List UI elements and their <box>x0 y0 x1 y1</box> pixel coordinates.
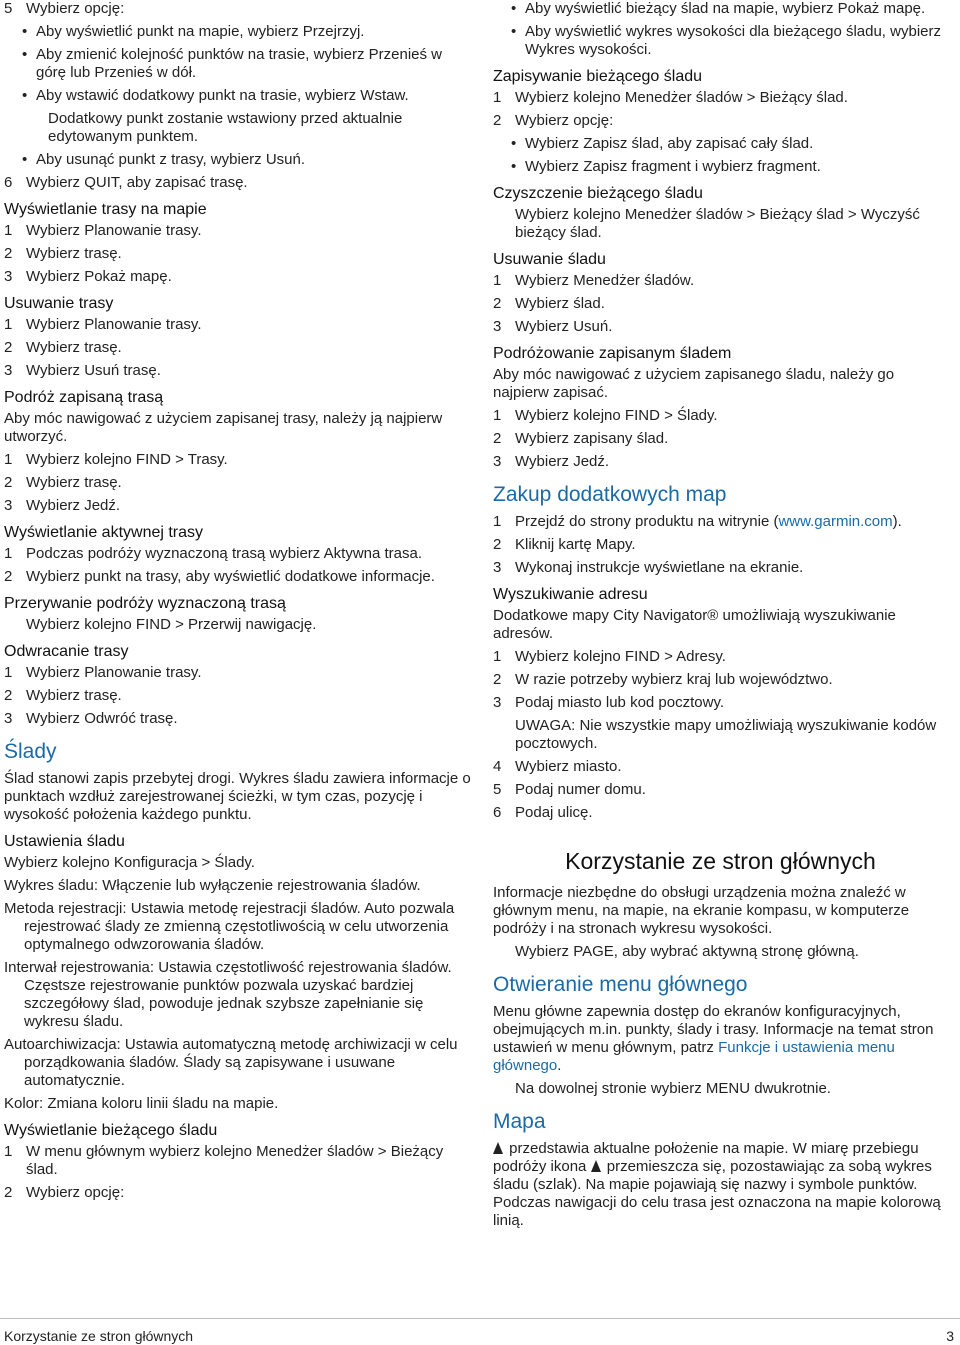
list-item: • Aby wyświetlić punkt na mapie, wybierz Przejrzyj. <box>4 23 474 41</box>
garmin-link[interactable]: www.garmin.com <box>778 513 893 530</box>
step: 5 Wybierz opcję: <box>4 0 125 17</box>
paragraph: Na dowolnej stronie wybierz MENU dwukrotnie. <box>515 1080 831 1097</box>
page-footer <box>0 1318 960 1344</box>
section-heading: Usuwanie śladu <box>493 251 606 268</box>
position-arrow-icon <box>591 1160 601 1172</box>
list-item: • Wybierz Zapisz ślad, aby zapisać cały ślad. <box>493 135 948 153</box>
paragraph: Aby móc nawigować z użyciem zapisanego śladu, należy go najpierw zapisać. <box>493 366 895 401</box>
paragraph: Informacje niezbędne do obsługi urządzenia można znaleźć w głównym menu, na mapie, na ekranie kompasu, w komputerze podróży i na stronach wykresu wysokości. <box>493 884 910 937</box>
section-heading: Odwracanie trasy <box>4 643 129 660</box>
left-column: 5 Wybierz opcję: • Aby wyświetlić punkt na mapie, wybierz Przejrzyj. • Aby zmienić kolejność punktów na trasie, wybierz Przenieś w górę lub Przenieś w dół. • Aby wstawić dodatkowy punkt na trasie, wybierz Wstaw. Dodatkowy punkt zostanie wstawiony przed aktualnie edytowanym punktem. • Aby usunąć punkt z trasy, wybierz Usuń. 6 Wybierz QUIT, aby zapisać trasę. Wyświetlanie trasy na mapie 1 Wybierz Planowanie trasy. 2 Wybierz trasę. 3 Wybierz Pokaż mapę. Usuwanie trasy 1 Wybierz Planowanie trasy. 2 Wybierz trasę. 3 Wybierz Usuń trasę. Podróż zapisaną trasą Aby móc nawigować z użyciem zapisanej trasy, należy ją najpierw utworzyć. 1 Wybierz kolejno FIND > Trasy. 2 Wybierz trasę. 3 Wybierz Jedź. Wyświetlanie aktywnej trasy 1 Podczas podróży wyznaczoną trasą wybierz Aktywna trasa. 2 Wybierz punkt na trasy, aby wyświetlić dodatkowe informacje. Przerywanie podróży wyznaczoną trasą Wybierz kolejno FIND > Przerwij nawigację. Odwracanie trasy 1 Wybierz Planowanie trasy. 2 Wybierz trasę. 3 Wybierz Odwróć trasę. Ślady Ślad stanowi zapis przebytej drogi. Wykres śladu zawiera informacje o punktach wzdłuż zarejestrowanej ścieżki, w tym czas, pozycję i wysokość położenia każdego punktu. Ustawienia śladu Wybierz kolejno Konfiguracja > Ślady. Wykres śladu: Włączenie lub wyłączenie rejestrowania śladów. Metoda rejestracji: Ustawia metodę rejestracji śladów. Auto pozwala rejestrować ślady ze zmienną częstotliwością w celu utworzenia optymalnego odwzorowania śladów. Interwał rejestrowania: Ustawia częstotliwość rejestrowania śladów. Częstsze rejestrowanie punktów pozwala uzyskać bardziej szczegółowy ślad, powoduje jednak szybsze zapełnianie się wykresu śladu. Autoarchiwizacja: Ustawia automatyczną metodę archiwizacji w celu porządkowania śladów. Ślady są zapisywane i usuwane automatycznie. Kolor: Zmiana koloru linii śladu na mapie. Wyświetlanie bieżącego śladu 1 W menu głównym wybierz kolejno Menedżer śladów > Bieżący ślad. 2 Wybierz opcję: <box>4 0 474 1207</box>
note: UWAGA: Nie wszystkie mapy umożliwiają wyszukiwanie kodów pocztowych. <box>515 717 937 752</box>
step: 1 Przejdź do strony produktu na witrynie (www.garmin.com). <box>493 513 902 530</box>
definition: Interwał rejestrowania: Ustawia częstotliwość rejestrowania śladów. Częstsze rejestrowanie punktów pozwala uzyskać bardziej szczegółowy ślad, powoduje jednak szybsze zapełnianie się wykresu śladu. <box>4 959 452 1030</box>
list-item: • Aby zmienić kolejność punktów na trasie, wybierz Przenieś w górę lub Przenieś w dół. <box>4 46 474 82</box>
paragraph: Menu główne zapewnia dostęp do ekranów konfiguracyjnych, obejmujących m.in. punkty, ślady i trasy. Informacje na temat stron ustawień w menu głównym, patrz Funkcje i ustawienia menu głównego. <box>493 1003 934 1074</box>
footer-title: Korzystanie ze stron głównych <box>4 1328 194 1344</box>
list-item: • Aby wyświetlić bieżący ślad na mapie, wybierz Pokaż mapę. <box>493 0 948 18</box>
list-item: • Wybierz Zapisz fragment i wybierz fragment. <box>493 158 948 176</box>
chapter-heading: Mapa <box>493 1110 546 1133</box>
chapter-heading: Zakup dodatkowych map <box>493 483 727 506</box>
section-heading: Zapisywanie bieżącego śladu <box>493 68 703 85</box>
paragraph: Ślad stanowi zapis przebytej drogi. Wykres śladu zawiera informacje o punktach wzdłuż zarejestrowanej ścieżki, w tym czas, pozycję i wysokość położenia każdego punktu. <box>4 770 471 823</box>
paragraph: przedstawia aktualne położenie na mapie. W miarę przebiegu podróży ikona przemieszcza się, pozostawiając za sobą wykres śladu (szlak). Na mapie pojawiają się nazwy i symbole punktów. Podczas nawigacji do celu trasa jest oznaczona na mapie kolorową linią. <box>493 1140 941 1229</box>
list-item: • Aby usunąć punkt z trasy, wybierz Usuń. <box>4 151 474 169</box>
note: Dodatkowy punkt zostanie wstawiony przed aktualnie edytowanym punktem. <box>48 110 403 145</box>
definition: Metoda rejestracji: Ustawia metodę rejestracji śladów. Auto pozwala rejestrować ślady ze zmienną częstotliwością w celu utworzenia optymalnego odwzorowania śladów. <box>4 900 455 953</box>
definition: Wykres śladu: Włączenie lub wyłączenie rejestrowania śladów. <box>4 877 421 894</box>
chapter-heading: Otwieranie menu głównego <box>493 973 748 996</box>
section-heading: Podróż zapisaną trasą <box>4 389 164 406</box>
section-heading: Ustawienia śladu <box>4 833 125 850</box>
section-heading: Wyświetlanie bieżącego śladu <box>4 1122 218 1139</box>
section-heading: Czyszczenie bieżącego śladu <box>493 185 703 202</box>
page-title: Korzystanie ze stron głównych <box>565 848 876 874</box>
paragraph: Aby móc nawigować z użyciem zapisanej trasy, należy ją najpierw utworzyć. <box>4 410 443 445</box>
list-item: • Aby wyświetlić wykres wysokości dla bieżącego śladu, wybierz Wykres wysokości. <box>493 23 948 59</box>
section-heading: Przerywanie podróży wyznaczoną trasą <box>4 595 286 612</box>
section-heading: Usuwanie trasy <box>4 295 114 312</box>
paragraph: Wybierz kolejno FIND > Przerwij nawigację. <box>26 616 317 633</box>
section-heading: Podróżowanie zapisanym śladem <box>493 345 732 362</box>
position-arrow-icon <box>493 1142 503 1154</box>
chapter-heading: Ślady <box>4 740 57 763</box>
definition: Autoarchiwizacja: Ustawia automatyczną metodę archiwizacji w celu porządkowania śladów. Ślady są zapisywane i usuwane automatycznie. <box>4 1036 458 1089</box>
paragraph: Wybierz PAGE, aby wybrać aktywną stronę główną. <box>515 943 859 960</box>
page-number: 3 <box>946 1328 954 1344</box>
step: 6 Wybierz QUIT, aby zapisać trasę. <box>4 174 248 191</box>
section-heading: Wyświetlanie aktywnej trasy <box>4 524 204 541</box>
paragraph: Wybierz kolejno Konfiguracja > Ślady. <box>4 854 255 871</box>
section-heading: Wyszukiwanie adresu <box>493 586 648 603</box>
paragraph: Wybierz kolejno Menedżer śladów > Bieżący ślad > Wyczyść bieżący ślad. <box>515 206 920 241</box>
right-column: • Aby wyświetlić bieżący ślad na mapie, wybierz Pokaż mapę. • Aby wyświetlić wykres wysokości dla bieżącego śladu, wybierz Wykres wysokości. Zapisywanie bieżącego śladu 1 Wybierz kolejno Menedżer śladów > Bieżący ślad. 2 Wybierz opcję: • Wybierz Zapisz ślad, aby zapisać cały ślad. • Wybierz Zapisz fragment i wybierz fragment. Czyszczenie bieżącego śladu Wybierz kolejno Menedżer śladów > Bieżący ślad > Wyczyść bieżący ślad. Usuwanie śladu 1 Wybierz Menedżer śladów. 2 Wybierz ślad. 3 Wybierz Usuń. Podróżowanie zapisanym śladem Aby móc nawigować z użyciem zapisanego śladu, należy go najpierw zapisać. 1 Wybierz kolejno FIND > Ślady. 2 Wybierz zapisany ślad. 3 Wybierz Jedź. Zakup dodatkowych map 1 Przejdź do strony produktu na witrynie (www.garmin.com). 2 Kliknij kartę Mapy. 3 Wykonaj instrukcje wyświetlane na ekranie. Wyszukiwanie adresu Dodatkowe mapy City Navigator® umożliwiają wyszukiwanie adresów. 1 Wybierz kolejno FIND > Adresy. 2 W razie potrzeby wybierz kraj lub województwo. 3 Podaj miasto lub kod pocztowy. UWAGA: Nie wszystkie mapy umożliwiają wyszukiwanie kodów pocztowych. 4 Wybierz miasto. 5 Podaj numer domu. 6 Podaj ulicę. Korzystanie ze stron głównych Informacje niezbędne do obsługi urządzenia można znaleźć w głównym menu, na mapie, na ekranie kompasu, w komputerze podróży i na stronach wykresu wysokości. Wybierz PAGE, aby wybrać aktywną stronę główną. Otwieranie menu głównego Menu główne zapewnia dostęp do ekranów konfiguracyjnych, obejmujących m.in. punkty, ślady i trasy. Informacje na temat stron ustawień w menu głównym, patrz Funkcje i ustawienia menu głównego. Na dowolnej stronie wybierz MENU dwukrotnie. Mapa przedstawia aktualne położenie na mapie. W miarę przebiegu podróży ikona przemieszcza się, pozostawiając za sobą wykres śladu (szlak). Na mapie pojawiają się nazwy i symbole punktów. Podczas nawigacji do celu trasa jest oznaczona na mapie kolorową linią. <box>493 0 948 1235</box>
list-item: • Aby wstawić dodatkowy punkt na trasie, wybierz Wstaw. <box>4 87 474 105</box>
section-heading: Wyświetlanie trasy na mapie <box>4 201 207 218</box>
definition: Kolor: Zmiana koloru linii śladu na mapie. <box>4 1095 279 1112</box>
paragraph: Dodatkowe mapy City Navigator® umożliwiają wyszukiwanie adresów. <box>493 607 896 642</box>
menu-settings-link[interactable]: Funkcje i ustawienia menu głównego <box>493 1039 895 1074</box>
